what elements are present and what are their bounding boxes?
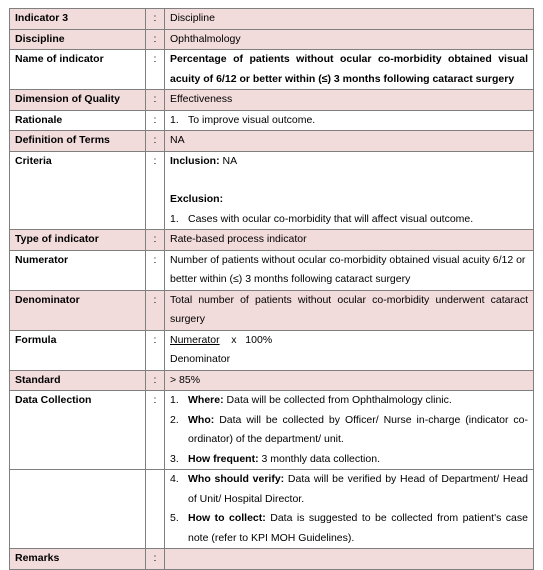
row-value: > 85% (165, 370, 534, 391)
formula-percent: 100% (245, 333, 273, 346)
row-name-of-indicator (10, 50, 534, 90)
item-key: How to collect: (188, 512, 266, 524)
row-label: Numerator (10, 250, 146, 290)
row-label: Standard (10, 370, 146, 391)
item-key: Where: (188, 394, 224, 406)
row-colon: : (146, 50, 165, 90)
row-label: Definition of Terms (10, 131, 146, 152)
formula-times: x (231, 333, 237, 346)
indicator-spec-table (9, 8, 534, 570)
row-label: Discipline (10, 29, 146, 50)
list-number: 1. (170, 394, 179, 406)
row-criteria (10, 151, 534, 230)
row-label: Formula (10, 330, 146, 370)
row-label: Name of indicator (10, 50, 146, 90)
row-colon: : (146, 330, 165, 370)
item-text: 3 monthly data collection. (261, 452, 380, 465)
row-colon: : (146, 90, 165, 111)
list-item (170, 509, 528, 548)
row-numerator (10, 250, 534, 290)
row-value: Effectiveness (165, 90, 534, 111)
row-value: Discipline (165, 9, 534, 30)
row-label: Rationale (10, 110, 146, 131)
row-label: Data Collection (10, 391, 146, 470)
list-text: Cases with ocular co-morbidity that will affect visual outcome. (188, 212, 474, 225)
row-value (165, 470, 534, 549)
row-colon: : (146, 29, 165, 50)
item-text: Data will be verified by Head of Department/ Head of Unit/ Hospital Director. (188, 473, 529, 505)
row-value (165, 391, 534, 470)
item-key: Who: (188, 413, 215, 426)
item-text: Data is suggested to be collected from patient's case note (refer to KPI MOH Guidelines). (188, 512, 528, 544)
row-data-collection-continued (10, 470, 534, 549)
inclusion-line (170, 152, 528, 172)
list-number: 4. (170, 473, 179, 485)
item-text: Data will be collected from Ophthalmology clinic. (226, 394, 452, 406)
row-colon: : (146, 250, 165, 290)
row-value: Ophthalmology (165, 29, 534, 50)
list-item (170, 450, 528, 470)
row-colon: : (146, 391, 165, 470)
formula-denominator: Denominator (170, 353, 231, 365)
row-dimension-of-quality (10, 90, 534, 111)
row-colon: : (146, 151, 165, 230)
item-text: Data will be collected by Officer/ Nurse in-charge (indicator co-ordinator) of the department/ unit. (188, 413, 528, 445)
exclusion-label: Exclusion: (170, 193, 224, 205)
list-text: To improve visual outcome. (188, 113, 316, 126)
row-label: Indicator 3 (10, 9, 146, 30)
row-formula (10, 330, 534, 370)
list-number: 1. (170, 113, 179, 126)
list-number: 5. (170, 512, 179, 524)
row-colon (146, 470, 165, 549)
row-label: Criteria (10, 151, 146, 230)
row-colon: : (146, 370, 165, 391)
list-number: 2. (170, 413, 179, 426)
row-definition-of-terms (10, 131, 534, 152)
row-value: Total number of patients without ocular co-morbidity underwent cataract surgery (165, 290, 534, 330)
row-indicator-number (10, 9, 534, 30)
row-colon: : (146, 110, 165, 131)
list-number: 1. (170, 212, 179, 225)
row-value (165, 330, 534, 370)
row-label: Remarks (10, 549, 146, 570)
list-item (170, 411, 528, 450)
row-colon: : (146, 131, 165, 152)
row-rationale (10, 110, 534, 131)
row-colon: : (146, 290, 165, 330)
inclusion-value: NA (222, 154, 238, 167)
row-label: Type of indicator (10, 230, 146, 251)
formula-numerator: Numerator (170, 333, 220, 346)
row-discipline (10, 29, 534, 50)
row-standard (10, 370, 534, 391)
row-label (10, 470, 146, 549)
list-item (170, 470, 528, 509)
list-item (170, 391, 528, 411)
row-label: Dimension of Quality (10, 90, 146, 111)
formula-top-line (170, 331, 528, 351)
row-type-of-indicator (10, 230, 534, 251)
row-value: Percentage of patients without ocular co-morbidity obtained visual acuity of 6/12 or better within (≤) 3 months following cataract surgery (165, 50, 534, 90)
row-denominator (10, 290, 534, 330)
row-colon: : (146, 9, 165, 30)
list-number: 3. (170, 452, 179, 465)
row-value: Rate-based process indicator (165, 230, 534, 251)
row-colon: : (146, 230, 165, 251)
item-key: How frequent: (188, 452, 259, 465)
row-label: Denominator (10, 290, 146, 330)
inclusion-label: Inclusion: (170, 154, 220, 167)
row-value (165, 151, 534, 230)
row-value: Number of patients without ocular co-morbidity obtained visual acuity 6/12 or better within (≤) 3 months following cataract surgery (165, 250, 534, 290)
row-colon: : (146, 549, 165, 570)
row-data-collection (10, 391, 534, 470)
row-value: NA (165, 131, 534, 152)
item-key: Who should verify: (188, 473, 285, 485)
row-value (165, 110, 534, 131)
